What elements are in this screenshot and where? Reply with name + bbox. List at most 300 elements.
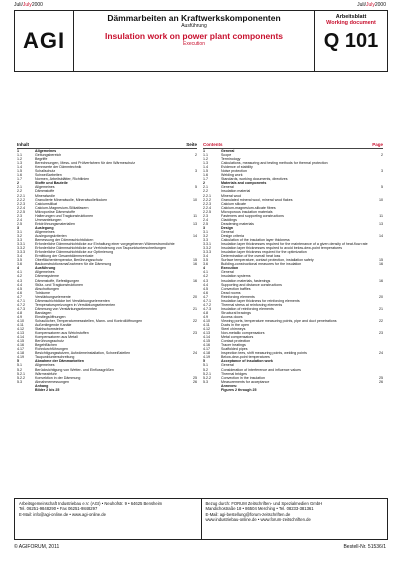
toc-entry-number: 3 [17,225,19,230]
toc-entry-title: Structural bracings [221,310,251,315]
toc-entry-number: 1.7 [203,177,208,182]
toc-entry-title: Claddings [221,217,237,222]
toc-entry-title: Building-constructional measures for the insulation [221,262,302,267]
date-right: Juli/July2000 [357,2,386,8]
toc-entry-number: 1.1 [17,153,22,158]
toc-entry-title: Non-metallic compensators [221,331,265,336]
toc-entry-title: Calculation of the insulation layer thickness [221,238,290,243]
toc-entry-title: General [221,185,234,190]
toc-entry-number: 4.11 [17,323,24,328]
toc-entry-number: 4.4 [17,282,22,287]
toc-entry-number: 4.7 [203,294,208,299]
toc-entry-title: Begehflächen [35,343,57,348]
toc-entry-title: General [221,229,234,234]
toc-entry-number: 2.2.5 [203,209,211,214]
toc-entry-title: Calciumsilikat [35,201,57,206]
toc-entry-title: Wärmeabfuhr [35,371,57,376]
toc-entry-number: 4 [203,266,205,271]
toc-entry-title: Dämmstoffe [35,189,55,194]
subtitle-german: Ausführung [181,23,207,29]
toc-entry-title: Inspection tees, shift measuring points, welding points [221,351,307,356]
bottom-line [14,544,386,550]
toc-entry-title: Insulation of reinforcing elements [221,306,274,311]
toc-entry-title: Tracer heatings [221,343,246,348]
toc-entry-number: 3.6 [17,262,22,267]
toc-entry-number: 3.2 [17,233,22,238]
toc-entry-number: 4.4 [203,282,208,287]
toc-entry-number: 5 [203,359,205,364]
toc-entry-page [375,388,383,392]
toc-entry-number: 5.3 [17,379,22,384]
toc-entry-title: Metal compensators [221,335,254,340]
toc-entry-title: Rohrdurchführungen [35,347,68,352]
toc-entry-page: 16 [193,278,197,283]
toc-entry-title: Kennwerte der Dämmtechnik [35,165,82,170]
toc-entry-page: 26 [379,379,383,384]
date-line [14,2,386,10]
toc-entry-title: Reinforcing elements [221,294,255,299]
toc-entry-page: 11 [193,213,197,218]
toc-entry-number: 4.7.1 [203,298,211,303]
toc-entry-title: Evidence of stability [221,165,253,170]
toc-entry-number: 5.2.1 [17,371,25,376]
sheet-label-german: Arbeitsblatt [335,14,367,20]
toc-entry-title: Taupunktunterschreitung [35,355,75,360]
publisher-footer [14,498,388,540]
toc-entry-number: 5.2.1 [203,371,211,376]
toc-entry-page: 24 [193,351,197,356]
toc-entry-number: 2 [203,181,205,186]
toc-entry-title: Allgemeines [35,229,55,234]
toc-entry-title: Consideration of interference and influence values [221,367,301,372]
toc-entry-number: 4.7.2 [203,302,211,307]
toc-entry-title: Thermal bridges [221,371,247,376]
toc-entry-title: Contact protection [221,339,251,344]
toc-entry-title: Kompensatoren aus Weichstoffen [35,331,89,336]
toc-entry-title: General [221,270,234,275]
toc-entry-number: 4.18 [17,351,24,356]
toc-entry-number: 3.5 [203,258,208,263]
toc-entry-title: Allgemeines [35,363,55,368]
toc-entry-title: Scope [221,153,232,158]
toc-german-heading: Inhalt [17,142,29,147]
toc-entry-title: Abnahme der Dämmarbeiten [35,359,84,364]
toc-entry-number: 3.1 [203,229,208,234]
toc-entry-number: 4.15 [203,339,210,344]
toc-entry-number: 2.4 [17,217,22,222]
toc-entry-title: Dämmsysteme [35,274,59,279]
toc-entry-title: Insulation layer thickness for reinforcing elements [221,298,300,303]
toc-entry-number: 2.3 [17,213,22,218]
toc-entry-title: Microporous insulation materials [221,209,273,214]
footer-right-line: E-Mail: agi-bestellung@forum-zeitschriften.de [205,511,291,517]
toc-entry-number: 2.2.4 [203,205,211,210]
toc-entry-title: Bandagen [35,310,52,315]
order-number: Bestell-Nr. 51536/1 [343,544,386,550]
toc-entry-number: 2.1 [17,185,22,190]
toc-entry-page [189,388,197,392]
toc-entry-title: Convection baffles [221,286,251,291]
toc-entry-title: Calcium silicate [221,201,246,206]
toc-entry-number: 4.7 [17,294,22,299]
toc-entry-number: 5 [17,359,19,364]
toc-entry-number: 4.7.2 [17,302,25,307]
toc-entry-number: 4.8 [17,310,22,315]
toc-entry-number: 4.7.3 [203,306,211,311]
toc-entry-number: 5.3 [203,379,208,384]
toc-entry-number: 3.3.2 [17,246,25,251]
toc-entry-number [17,388,35,392]
toc-entry-page: 22 [379,318,383,323]
toc-entry-number: 4.15 [17,339,24,344]
toc-entry-title: Dead rooms [221,290,241,295]
footer-order-contact [202,499,388,539]
toc-entry-number [203,388,221,392]
toc-entry-title: Ummantelungen [35,217,62,222]
toc-entry-number: 4.1 [203,270,208,275]
sheet-label-english: Working document [326,20,376,26]
toc-entry-title: Ermittlung der Gesamtdämmverluste [35,254,94,259]
toc-entry-title: Materials and components [221,181,267,186]
toc-german [17,142,197,442]
title-german: Dämmarbeiten an Kraftwerkskomponenten [107,13,281,23]
toc-entry-page: 14 [193,233,197,238]
toc-entry-number: 4.14 [203,335,210,340]
toc-entry-title: Stütz- und Tragkonstruktionen [35,282,83,287]
toc-entry-number: 2.5 [203,221,208,226]
toc-entry-page: 26 [193,379,197,384]
toc-entry-number: 4.10 [203,318,210,323]
toc-entry-title: Mineralwolle [35,193,55,198]
toc-entry-number: 2.4 [203,217,208,222]
toc-entry-number: 2.2.2 [17,197,25,202]
toc-entry-title: Below-dew-point temperatures [221,355,270,360]
toc-entry-number: 1.7 [17,177,22,182]
toc-entry-title: Bemessung der Dämmschichtdicken [35,238,94,243]
toc-entry-title: Insulation material [221,189,251,194]
toc-entry-number: 4.12 [203,327,210,332]
toc-entry-number: 3.3.1 [17,242,25,247]
toc-entry-number: 4.17 [203,347,210,352]
title-block [74,11,315,71]
toc-entry-title: Bilder 2 bis 25 [35,387,60,392]
toc-entry-number: 2 [17,181,19,186]
footer-left-line: E-Mail: info@agi-online.de • www.agi-online.de [19,511,106,517]
toc-entry-number: 4.16 [17,343,24,348]
toc-entry-title: Insulation systems [221,274,251,279]
toc-entry-page: 3 [195,169,197,174]
toc-entry-title: Allgemeines [35,149,57,153]
toc-entry-title: Auslegungskriterien [35,233,67,238]
toc-english-rows [203,149,383,392]
toc-entry-title: Kompensatoren aus Metall [35,335,78,340]
toc-entry-title: Execution [221,266,239,271]
toc-entry-title: Allgemeines [35,185,55,190]
toc-entry-title: Insulation layer thicknesses required for the maintenance of a given density of heat-flow rate [221,242,368,247]
toc-entry-title: Welding work [221,173,243,178]
toc-entry-title: Dämmschichtdicke bei Verstärkungselementen [35,298,110,303]
toc-entry-title: Ausführung [35,266,56,271]
footer-right-line: www.industriebau-online.de • www.forum-zeitschriften.de [205,516,311,522]
toc-entry-number: 3.4 [17,254,22,259]
footer-agi-contact [15,499,202,539]
toc-entry-page: 24 [379,351,383,356]
toc-entry-number: 4.13 [17,331,24,336]
toc-entry-page: 5 [381,185,383,190]
toc-entry-page: 3 [381,169,383,174]
toc-entry-title: Calcium-Magnesium-Silikatfasern [35,205,89,210]
toc-german-page-heading: Seite [186,142,197,147]
toc-entry-title: Convection in the insulation [221,375,265,380]
toc-entry-title: Stahlschornsteine [35,327,64,332]
toc-entry-title: Insulation materials, fastenings [221,278,271,283]
toc-entry-number: 2.2.3 [203,201,211,206]
toc-entry-number: 3.4 [203,254,208,259]
toc-entry-number: 1.3 [203,161,208,166]
toc-entry-title: Konvektion in der Dämmung [35,375,81,380]
toc-entry-number: 4.7.3 [17,306,25,311]
toc-entry-page: 15 [379,258,383,263]
toc-entry-title: Dämmung von Verstärkungselementen [35,306,98,311]
toc-entry-title: Calcium-magnesium-silicate fibres [221,205,276,210]
toc-entry-number: 1.6 [17,173,22,178]
toc-entry-number: 4.8 [203,310,208,315]
toc-entry-page: 25 [379,375,383,380]
toc-entry-title: Baukonstruktionsmaßnahmen für die Dämmung [35,262,112,267]
toc-entry-page: 13 [193,221,197,226]
toc-entry-title: Terminology [221,157,241,162]
toc-entry-number: 4.18 [203,351,210,356]
toc-entry-number: 4.9 [203,314,208,319]
toc-entry-number: 1.2 [17,157,22,162]
footer-left-line: Arbeitsgemeinschaft Industriebau e.V. (AGI) • Neuhofstr. 9 • 64625 Bensheim [19,501,163,506]
toc-entry-number: 1.5 [203,169,208,174]
toc-entry-title: Toträume [35,290,50,295]
toc-entry-number: 3.3.1 [203,242,211,247]
toc-entry-page: 13 [379,221,383,226]
toc-entry-number: 2.3 [203,213,208,218]
toc-entry-number: 1 [17,149,19,153]
toc-entry-number: 4.19 [17,355,24,360]
toc-entry-number: 4.12 [17,327,24,332]
toc-entry-title: Oberflächentemperatur, Berührungsschutz [35,258,103,263]
toc-entry-number: 1.4 [203,165,208,170]
toc-english-header [203,142,383,149]
toc-entry-title: Abschottungen [35,286,59,291]
toc-entry-title: Besichtigungsstutzen, Aufwärmeinstallation, Schweißstellen [35,351,131,356]
toc-entry-page: 21 [379,306,383,311]
toc-entry-title: Auslegung [35,225,54,230]
toc-entry-number: 3.1 [17,229,22,234]
agi-logo: AGI [15,11,74,71]
toc-entry-page: 25 [193,375,197,380]
toc-entry-page: 10 [379,197,383,202]
toc-entry-number: 1.3 [17,161,22,166]
toc-entry-title: Temperaturspreizungen in Verstärkungselementen [35,302,116,307]
footer-left-line: Tel. 06251-9848290 • Fax 06251-9848297 [19,506,98,512]
toc-entry-title: Schallschutz [35,169,56,174]
toc-entry-title: Allgemeines [35,270,55,275]
toc-entry-number: 2.2.2 [203,197,211,202]
toc-entry-number: 5.2 [17,367,22,372]
toc-entry-title: Außenliegende Kanäle [35,323,72,328]
toc-entry-page: 15 [193,258,197,263]
toc-entry-title: Erforderliche Dämmschichtdicke zur Optimierung [35,250,114,255]
toc-entry-number: 2.2 [17,189,22,194]
copyright: © AGIFORUM, 2011 [14,544,60,550]
toc-entry-number: 4.2 [203,274,208,279]
toc-entry-number: 1.4 [17,165,22,170]
toc-entry-number: 4.3 [203,278,208,283]
toc-english-page-heading: Page [372,142,383,147]
toc-english [203,142,383,442]
toc-entry-number: 1.1 [203,153,208,158]
toc-entry-number: 4.17 [17,347,24,352]
toc-entry-page: 21 [193,306,197,311]
toc-german-header [17,142,197,149]
toc-entry-title: Design [221,225,233,230]
toc-entry-title: Annexes: [221,383,238,388]
toc-entry-title: Access doors [221,314,243,319]
toc-entry-title: Erforderliche Dämmschichtdicke zur Einhaltung einer vorgegebenen Wärmestromdichte [35,242,175,247]
toc-entry-number: 3.3 [17,238,22,243]
toc-entry-number: 2.2 [203,189,208,194]
toc-entry-number: 4.10 [17,318,24,323]
toc-entry-number: 4.1 [17,270,22,275]
subtitle-english: Execution [183,41,205,47]
toc-entry-title: Mikroporöse Dämmstoffe [35,209,76,214]
toc-entry-page: 2 [195,153,197,158]
toc-entry-number: 5.2.2 [203,375,211,380]
toc-entry-number: 5.2.2 [17,375,25,380]
toc-entry-title: Insulation layer thickness required for the optimization [221,250,307,255]
sheet-block [315,11,387,71]
toc-entry-page: 16 [379,262,383,267]
toc-entry-page: 11 [379,213,383,218]
toc-entry-title: Insulation layer thicknesses required to avoid below-dew-point temperatures [221,246,343,251]
toc-entry-title: Entdröhnungsmaterialien [35,221,75,226]
toc-entry-title: Granulierte Mineralwolle, Mineralwolleflocken [35,197,108,202]
toc-entry-number: 4.11 [203,323,210,328]
toc-entry-title: Calculations, measuring and testing methods for thermal protection [221,161,328,166]
toc-english-heading: Contents [203,142,223,147]
toc-entry-number: 2.2.5 [17,209,25,214]
toc-entry-title: Ducts in the open [221,323,249,328]
toc-entry-number: 1.5 [17,169,22,174]
toc-entry-title: Halterungen und Tragkonstruktionen [35,213,94,218]
toc-entry-number: 4 [17,266,19,271]
toc-entry-title: Anhang [35,383,49,388]
toc-entry-number: 1 [203,149,205,153]
toc-entry-title: Surface temperature, contact protection, installation safety [221,258,314,263]
toc-entry-number: 3.3 [203,238,208,243]
toc-entry-number: 2.2.3 [17,201,25,206]
toc-entry [17,388,197,392]
toc-entry-title: Determination of the overall heat loss [221,254,281,259]
toc-entry-title: Scaffolded pipes [221,347,248,352]
toc-entry-page: 23 [379,331,383,336]
toc-entry-title: Figures 2 through 25 [221,387,257,392]
toc-entry-title: Schweißarbeiten [35,173,62,178]
toc-entry-title: Berührungsschutz [35,339,64,344]
toc-entry-page: 14 [379,233,383,238]
table-of-contents [17,142,383,442]
toc-entry-number: 4.16 [203,343,210,348]
toc-entry-number: 5.1 [17,363,22,368]
toc-entry-number: 5.1 [203,363,208,368]
toc-entry-title: General [221,363,234,368]
toc-entry-page: 2 [381,153,383,158]
toc-entry-number: 4.13 [203,331,210,336]
toc-entry-page: 20 [193,294,197,299]
toc-entry-title: General [221,149,235,153]
toc-entry-title: Schaulöcher, Temperaturmessstellen, Mann- und Kontrollöffnungen [35,318,143,323]
title-english: Insulation work on power plant components [104,31,284,41]
toc-entry-title: Fasteners and supporting constructions [221,213,284,218]
toc-entry-number: 2.2.1 [17,193,25,198]
toc-entry-title: Standards, working documents, directives [221,177,288,182]
toc-entry-title: Viewing ports, temperature measuring points, pipe and duct penetrations [221,318,337,323]
toc-entry-number: 3.5 [17,258,22,263]
toc-entry-title: Begriffe [35,157,48,162]
toc-entry-number: 4.3 [17,278,22,283]
toc-entry-title: Thermal stress at reinforcing elements [221,302,283,307]
footer-right-line: Mandichostraße 18 • 86504 Merching • Tel. 08233-381361 [205,506,314,512]
document-header [14,10,388,72]
toc-entry-number: 4.6 [17,290,22,295]
toc-entry-number: 4.5 [17,286,22,291]
toc-entry-number: 2.2.4 [17,205,25,210]
toc-entry-number: 3.3.2 [203,246,211,251]
toc-entry-number: 4.14 [17,335,24,340]
toc-entry-title: Acceptance of insulation work [221,359,273,364]
toc-entry-title: Deadening materials [221,221,254,226]
toc-entry-title: Berechnungen, Mess- und Prüfverfahren für den Wärmeschutz [35,161,136,166]
toc-entry-title: Dämmstoffe, Befestigungen [35,278,80,283]
toc-entry-title: Einstiegsöffnungen [35,314,66,319]
toc-entry-title: Berücksichtigung von Wetter- und Einflussgrößen [35,367,114,372]
toc-entry-title: Abnahmemessungen [35,379,69,384]
toc-entry-number: 3.3.3 [17,250,25,255]
toc-entry-title: Steel chimneys [221,327,246,332]
footer-right-line: Bezug durch: FORUM Zeitschriften- und Spezialmedien GmbH [205,501,323,506]
toc-entry-number: 2.2.1 [203,193,211,198]
toc-entry-title: Measurements for acceptance [221,379,270,384]
toc-entry-title: Geltungsbereich [35,153,62,158]
toc-entry-title: Noise protection [221,169,247,174]
toc-entry-title: Supporting and distance constructions [221,282,282,287]
toc-entry [203,388,383,392]
toc-entry-title: Granulated mineral wool, mineral wool flakes [221,197,293,202]
toc-entry-number: 4.19 [203,355,210,360]
toc-entry-number: 4.9 [17,314,22,319]
date-left: Juli/July2000 [14,2,43,8]
toc-entry-page: 22 [193,318,197,323]
toc-entry-title: Stoffe und Bauteile [35,181,68,186]
toc-entry-page: 23 [193,331,197,336]
toc-entry-number: 3.2 [203,233,208,238]
toc-entry-title: Verstärkungselemente [35,294,71,299]
toc-entry-number: 1.2 [203,157,208,162]
toc-entry-title: Design criteria [221,233,244,238]
toc-entry-number: 1.6 [203,173,208,178]
sheet-number: Q 101 [323,30,379,52]
toc-entry-number: 4.7.1 [17,298,25,303]
toc-entry-number: 3 [203,225,205,230]
toc-entry-number: 4.2 [17,274,22,279]
toc-entry-number: 3.6 [203,262,208,267]
toc-entry-number: 4.5 [203,286,208,291]
